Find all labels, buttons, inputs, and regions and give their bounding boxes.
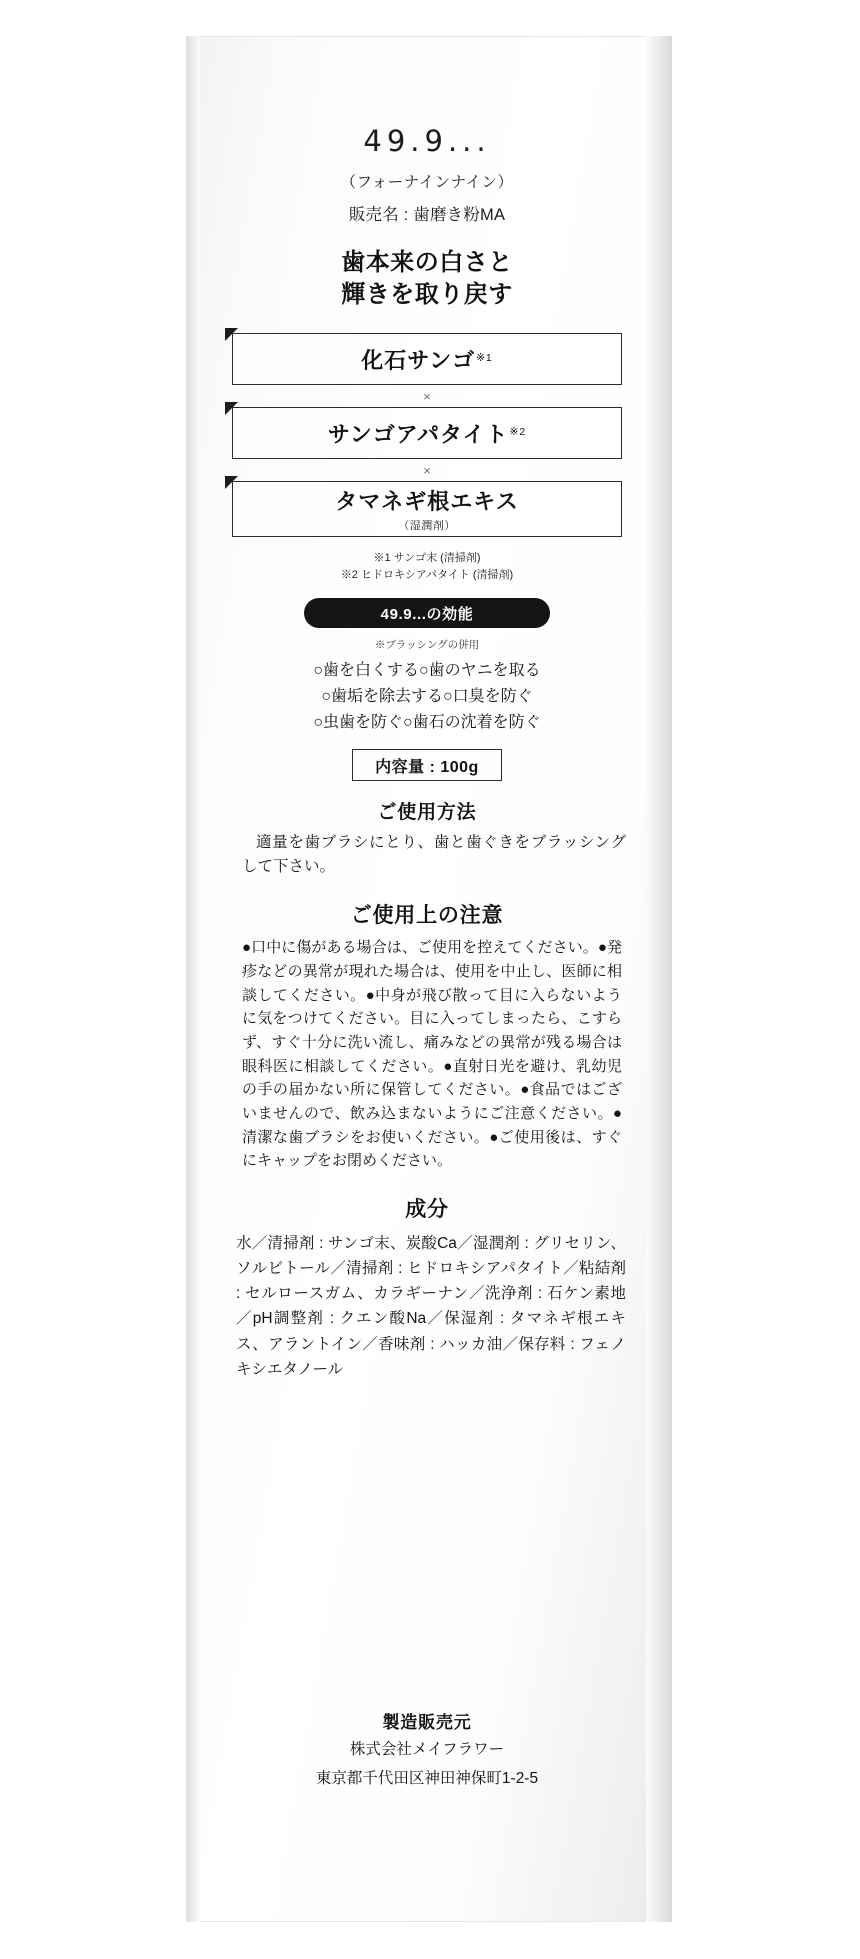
key-ingredient-3-text xyxy=(335,485,519,516)
usage-text: 適量を歯ブラシにとり、歯と歯ぐきをブラッシングして下さい。 xyxy=(242,834,626,876)
key-ingredient-1-sup: ※1 xyxy=(476,351,493,364)
ingredients-text: 水／清掃剤 : サンゴ末、炭酸Ca／湿潤剤 : グリセリン、ソルビトール／清掃剤 : ヒドロキシアパタイト／粘結剤 : セルロースガム、カラギーナン／洗浄剤 : 石ケン素地／pH調整剤 : クエン酸Na／保湿剤 : タマネギ根エキス、アラントイン／香味剤 : ハッカ油／保存料 : フェノキシエタノール xyxy=(236,1235,626,1378)
key-ingredient-3-name: タマネギ根エキス xyxy=(335,489,519,515)
key-ingredient-box-2 xyxy=(232,407,622,459)
key-ingredient-2-text xyxy=(328,418,526,449)
footnote-2: ※2 ヒドロキシアパタイト (清掃剤) xyxy=(340,569,514,582)
key-ingredient-1-text xyxy=(361,344,493,375)
ingredients-title: 成分 xyxy=(405,1198,449,1222)
headline-line-1: 歯本来の白さと xyxy=(341,249,513,276)
toothpaste-carton xyxy=(186,36,672,1922)
manufacturer-title: 製造販売元 xyxy=(382,1713,472,1733)
key-ingredient-2-name: サンゴアパタイト xyxy=(327,421,509,447)
key-ingredient-3-note: （湿潤剤） xyxy=(398,520,456,533)
cross-separator-2: × xyxy=(423,463,431,479)
efficacy-pill: 49.9...の効能 xyxy=(304,598,550,628)
brand-reading: （フォーナインナイン） xyxy=(340,174,514,191)
key-ingredient-box-3 xyxy=(232,481,622,537)
key-ingredient-box-1 xyxy=(232,333,622,385)
headline-line-2: 輝きを取り戻す xyxy=(341,281,513,309)
carton-front-panel xyxy=(216,36,638,1922)
key-ingredients-group xyxy=(216,333,638,537)
brand-name: 49.9... xyxy=(363,124,491,158)
corner-tab-icon xyxy=(225,328,238,341)
corner-tab-icon xyxy=(225,402,238,415)
net-volume-box: 内容量 : 100g xyxy=(352,749,502,781)
efficacy-line-2: ○歯垢を除去する○口臭を防ぐ xyxy=(321,688,533,705)
corner-tab-icon xyxy=(225,476,238,489)
usage-title: ご使用方法 xyxy=(377,802,477,824)
footnotes xyxy=(216,550,638,584)
manufacturer-footer xyxy=(216,1708,638,1790)
key-ingredient-2-sup: ※2 xyxy=(509,425,527,438)
manufacturer-address: 東京都千代田区神田神保町1-2-5 xyxy=(315,1769,539,1787)
efficacy-note: ※ブラッシングの併用 xyxy=(374,639,480,652)
caution-text: ●口中に傷がある場合は、ご使用を控えてください。●発疹などの異常が現れた場合は、使用を中止し、医師に相談してください。●中身が飛び散って目に入らないように気をつけてください。目に入ってしまったら、こすらず、すぐ十分に洗い流し、痛みなどの異常が残る場合は眼科医に相談してください。●直射日光を避け、乳幼児の手の届かない所に保管してください。●食品ではございませんので、飲み込まないようにご注意ください。●清潔な歯ブラシをお使いください。●ご使用後は、すぐにキャップをお閉めください。 xyxy=(242,939,622,1170)
footnote-1: ※1 サンゴ末 (清掃剤) xyxy=(373,552,481,565)
manufacturer-company: 株式会社メイフラワー xyxy=(349,1741,505,1759)
seller-name: 販売名 : 歯磨き粉MA xyxy=(348,206,506,224)
cross-separator-1: × xyxy=(423,389,431,405)
efficacy-line-1: ○歯を白くする○歯のヤニを取る xyxy=(313,662,541,680)
caution-title: ご使用上の注意 xyxy=(350,904,504,928)
key-ingredient-1-name: 化石サンゴ xyxy=(361,347,476,373)
headline xyxy=(216,247,638,311)
efficacy-list xyxy=(216,658,638,735)
efficacy-line-3: ○虫歯を防ぐ○歯石の沈着を防ぐ xyxy=(313,713,541,731)
